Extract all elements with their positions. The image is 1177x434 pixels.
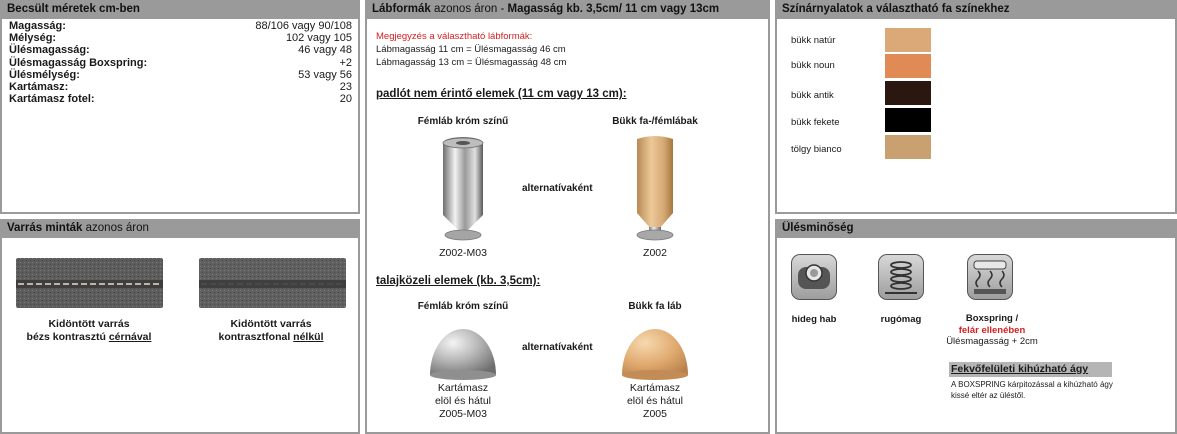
low-beech-text: Kartámasz elöl és hátul Z005 [626,382,684,420]
legs-note-line2: Lábmagasság 13 cm = Ülésmagasság 48 cm [376,57,567,68]
dim-row-seat-depth: Ülésmélység: 53 vagy 56 [9,68,352,81]
dim-row-seat-height: Ülésmagasság: 46 vagy 48 [9,44,352,57]
stitch-swatch-contrast [16,258,163,308]
color-chip-beech-noun [885,54,931,78]
legs-note-heading: Megjegyzés a választható lábformák: [376,31,533,42]
spring-core-label: rugómag [880,314,922,325]
low-chrome-text: Kartámasz elöl és hátul Z005-M03 [434,382,492,420]
beech-dome-leg-image [620,323,690,386]
color-name-beech-noun: bükk noun [791,60,835,71]
dim-row-depth: Mélység: 102 vagy 105 [9,32,352,45]
legs-section-low: talajközeli elemek (kb. 3,5cm): [376,275,541,287]
wood-colors-panel [775,0,1177,214]
color-chip-oak-bianco [885,135,931,159]
dimensions-panel [0,0,360,214]
color-name-beech-natural: bükk natúr [791,35,836,46]
color-chip-beech-natural [885,28,931,52]
color-name-oak-bianco: tölgy bianco [791,144,842,155]
tall-beech-code: Z002 [643,247,667,259]
low-chrome-caption: Fémláb króm színű [417,301,509,312]
legs-title: Lábformák azonos áron - Magasság kb. 3,5cm/ 11 cm vagy 13cm [367,2,768,19]
color-chip-beech-antique [885,81,931,105]
color-name-beech-antique: bükk antik [791,90,834,101]
cold-foam-icon [791,254,837,300]
color-chip-beech-black [885,108,931,132]
stitch-caption-plain: Kidöntött varrás kontrasztfonal nélkül [218,318,324,343]
chrome-dome-leg-image [428,323,498,386]
seat-quality-panel [775,219,1177,434]
stitch-caption-contrast: Kidöntött varrás bézs kontrasztú cérnával [26,318,152,343]
low-beech-caption: Bükk fa láb [628,301,682,312]
legs-panel [365,0,770,434]
stitching-title: Varrás minták azonos áron [2,221,358,238]
tall-chrome-code: Z002-M03 [439,247,487,259]
pullout-bed-text: A BOXSPRING kárpitozással a kihúzható ágy kissé eltér az üléstől. [951,380,1113,400]
dimensions-table [2,19,358,105]
dim-row-seat-height-boxspring: Ülésmagasság Boxspring: +2 [9,56,352,69]
boxspring-icon [967,254,1013,300]
legs-section-raised: padlót nem érintő elemek (11 cm vagy 13 cm): [376,88,627,100]
boxspring-label: Boxspring / felár ellenében Ülésmagasság + 2cm [946,313,1038,347]
stitching-panel [0,219,360,434]
tall-chrome-caption: Fémláb króm színű [417,116,509,127]
dim-row-height: Magasság: 88/106 vagy 90/108 [9,20,352,32]
seat-quality-title: Ülésminőség [777,221,1175,238]
dimensions-title: Becsült méretek cm-ben [2,2,358,19]
dim-row-armrest: Kartámasz: 23 [9,81,352,94]
chrome-cylinder-leg-image [437,135,489,250]
stitch-swatch-plain [199,258,346,308]
tall-beech-caption: Bükk fa-/fémlábak [612,116,698,127]
alternative-label-tall: alternatívaként [522,183,593,194]
wood-colors-title: Színárnyalatok a választható fa színekhez [777,2,1175,19]
pullout-bed-heading: Fekvőfelületi kihúzható ágy [949,362,1112,377]
cold-foam-label: hideg hab [791,314,837,325]
spring-core-icon [878,254,924,300]
alternative-label-low: alternatívaként [522,342,593,353]
color-name-beech-black: bükk fekete [791,117,840,128]
legs-note-line1: Lábmagasság 11 cm = Ülésmagasság 46 cm [376,44,566,55]
beech-cylinder-leg-image [629,135,681,250]
dim-row-armrest-chair: Kartámasz fotel: 20 [9,93,352,106]
